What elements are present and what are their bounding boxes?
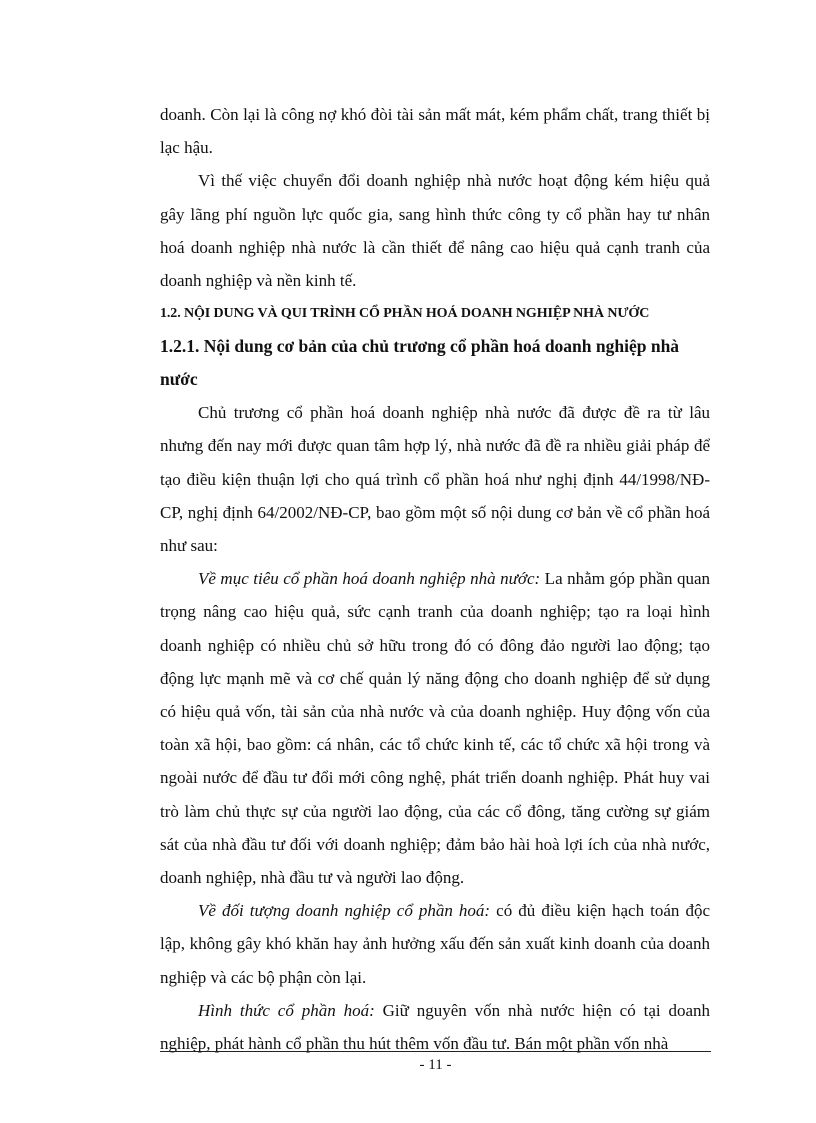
subsection-heading: 1.2.1. Nội dung cơ bản của chủ trương cổ phần hoá doanh nghiệp nhà nước [160,336,680,390]
equitization-forms-lead: Hình thức cổ phần hoá: [198,1000,375,1020]
equitization-forms-body: Giữ nguyên vốn nhà nước hiện có tại doanh nghiệp, phát hành cổ phần thu hút thêm vốn đầu tư. Bán một phần vốn nhà [160,1000,711,1054]
paragraph-policy-intro: Chủ trương cổ phần hoá doanh nghiệp nhà nước đã được đề ra từ lâu nhưng đến nay mới được quan tâm hợp lý, nhà nước đã đề ra nhiều giải pháp để tạo điều kiện thuận lợi cho quá trình cổ phần hoá như nghị định 44/1998/NĐ-CP, nghị định 64/2002/NĐ-CP, bao gồm một số nội dung cơ bản về cổ phần hoá như sau: [160,403,710,556]
objectives-lead: Về mục tiêu cổ phần hoá doanh nghiệp nhà nước: [198,569,541,589]
target-enterprises-body: có đủ điều kiện hạch toán độc lập, không gây khó khăn hay ảnh hưởng xấu đến sản xuất kinh doanh của doanh nghiệp và các bộ phận còn lại. [160,901,710,987]
section-heading: 1.2. NỘI DUNG VÀ QUI TRÌNH CỔ PHẦN HOÁ DOANH NGHIỆP NHÀ NƯỚC [160,306,650,322]
paragraph-conversion-rationale: Vì thế việc chuyển đổi doanh nghiệp nhà nước hoạt động kém hiệu quả gây lãng phí nguồn lực quốc gia, sang hình thức công ty cổ phần hay tư nhân hoá doanh nghiệp nhà nước là cần thiết để nâng cao hiệu quả cạnh tranh của doanh nghiệp và nền kinh tế. [160,171,710,291]
target-enterprises-lead: Về đối tượng doanh nghiệp cổ phần hoá: [198,901,491,921]
page-body [160,98,710,1060]
paragraph-continuation: doanh. Còn lại là công nợ khó đòi tài sản mất mát, kém phẩm chất, trang thiết bị lạc hậu. [160,105,710,158]
page-number: - 11 - [419,1057,452,1073]
objectives-body: La nhằm góp phần quan trọng nâng cao hiệu quả, sức cạnh tranh của doanh nghiệp; tạo ra loại hình doanh nghiệp có nhiều chủ sở hữu trong đó có đông đảo người lao động; tạo động lực mạnh mẽ và cơ chế quản lý năng động cho doanh nghiệp để sử dụng có hiệu quả vốn, tài sản của nhà nước và của doanh nghiệp. Huy động vốn của toàn xã hội, bao gồm: cá nhân, các tổ chức kinh tế, các tổ chức xã hội trong và ngoài nước để đầu tư đổi mới công nghệ, phát triển doanh nghiệp. Phát huy vai trò làm chủ thực sự của người lao động, của các cổ đông, tăng cường sự giám sát của nhà đầu tư đối với doanh nghiệp; đảm bảo hài hoà lợi ích của nhà nước, doanh nghiệp, nhà đầu tư và người lao động. [160,569,710,888]
paragraph-target-enterprises [160,894,710,994]
paragraph-objectives [160,562,710,894]
footer-divider [160,1051,711,1052]
